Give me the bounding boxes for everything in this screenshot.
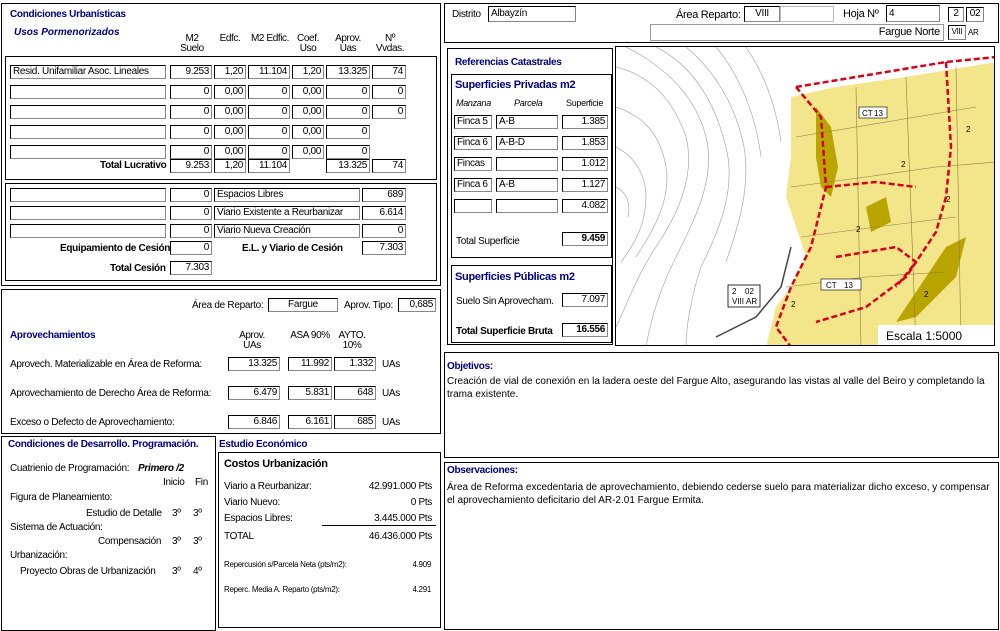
cat-manzana: Finca 5 <box>454 115 492 129</box>
aprov-col-uas: Aprov. UAs <box>239 330 265 351</box>
urbanizacion-label: Urbanización: <box>10 550 68 561</box>
col-header-m2-edif: M2 Edfic. <box>250 33 290 44</box>
cesion-value: 0 <box>170 206 212 220</box>
site-map <box>615 46 995 346</box>
uso-edfc-cell: 0,00 <box>214 125 246 139</box>
uso-coef-cell: 0,00 <box>292 145 324 159</box>
inicio-label: Inicio <box>163 477 185 488</box>
aprov-ayto-value: 685 <box>334 415 376 429</box>
map-drawing <box>616 47 995 346</box>
cat-manzana: Finca 6 <box>454 136 492 150</box>
privadas-title: Superficies Privadas m2 <box>455 79 576 91</box>
cat-parcela <box>496 199 558 213</box>
desarrollo-title: Condiciones de Desarrollo. Programación. <box>8 439 199 450</box>
uso-name-field: Resid. Unifamiliar Asoc. Lineales <box>10 65 166 79</box>
map-label-viii: VIII <box>732 297 745 306</box>
cesion-name-field <box>10 224 166 238</box>
uso-coef-cell: 0,00 <box>292 105 324 119</box>
suelo-sin-value: 7.097 <box>562 293 608 307</box>
map-label-2b: 2 <box>901 160 906 169</box>
equip-value: 0 <box>170 241 212 255</box>
cat-parcela <box>496 157 558 171</box>
objetivos-title: Objetivos: <box>447 361 493 372</box>
cat-parcela: A-B <box>496 115 558 129</box>
aprov-row-label: Aprovech. Materializable en Área de Reforma: <box>10 359 202 370</box>
aprov-col-ayto: AYTO. 10% <box>338 330 366 351</box>
costo-label: Viario Nuevo: <box>224 497 280 508</box>
uso-name-field <box>10 125 166 139</box>
costos-title: Costos Urbanización <box>224 458 328 470</box>
uso-edif-cell: 0 <box>248 85 290 99</box>
area-reparto-header-label: Área Reparto: <box>676 9 741 21</box>
aprov-row-label: Exceso o Defecto de Aprovechamiento: <box>10 417 175 428</box>
cat-superficie: 4.082 <box>562 199 608 213</box>
aprov-uas-value: 6.479 <box>228 386 280 400</box>
col-header-viviendas: Nº Vvdas. <box>375 33 405 54</box>
cat-superficie: 1.127 <box>562 178 608 192</box>
objetivos-panel <box>444 352 999 458</box>
cat-manzana: Fincas <box>454 157 492 171</box>
uso-edif-cell: 0 <box>248 105 290 119</box>
cuatrienio-label: Cuatrienio de Programación: <box>10 463 130 474</box>
cat-parcela: A-B-D <box>496 136 558 150</box>
aprov-asa-value: 11.992 <box>288 357 332 371</box>
col-header-m2: M2 Suelo <box>180 33 204 54</box>
col-superficie: Superficie <box>566 98 604 108</box>
header-blank-field <box>780 6 834 22</box>
cat-superficie: 1.853 <box>562 136 608 150</box>
sector-name: Fargue Norte <box>878 26 940 38</box>
map-label-13-2: 13 <box>844 281 853 290</box>
total-superficie-label: Total Superficie <box>456 236 520 247</box>
uso-aprov-cell: 0 <box>326 125 370 139</box>
cesion-label: Espacios Libres <box>214 188 360 202</box>
uso-aprov-cell: 13.325 <box>326 65 370 79</box>
observaciones-text: Área de Reforma excedentaria de aprovechamiento, debiendo cederse suelo para materializar dicho exceso, y compensar el aprovechamiento deficitario del AR-2.01 Fargue Ermita. <box>447 482 990 506</box>
uso-m2-cell: 0 <box>170 145 212 159</box>
bruta-value: 16.556 <box>562 323 608 337</box>
map-label-2f: 2 <box>946 195 951 204</box>
uso-vv-cell: 0 <box>372 85 406 99</box>
aprov-ayto-value: 648 <box>334 386 376 400</box>
estudio-inicio: 3º <box>172 508 181 519</box>
map-label-02: 02 <box>745 287 754 296</box>
proyecto-label: Proyecto Obras de Urbanización <box>20 566 156 577</box>
uso-vv-cell: 74 <box>372 65 406 79</box>
map-scale: Escala 1:5000 <box>886 329 963 343</box>
aprov-uas-value: 6.846 <box>228 415 280 429</box>
hoja-value: 4 <box>886 5 940 22</box>
uso-edif-cell: 0 <box>248 145 290 159</box>
total-lucrativo-label: Total Lucrativo <box>100 160 167 171</box>
cat-manzana <box>454 199 492 213</box>
cuatrienio-value: Primero /2 <box>138 463 184 474</box>
uso-edfc-cell: 0,00 <box>214 85 246 99</box>
estudio-fin: 3º <box>193 508 202 519</box>
aprov-tipo-value: 0,685 <box>398 298 436 312</box>
hoja-code-b: 02 <box>966 7 984 22</box>
uso-name-field <box>10 85 166 99</box>
costo-value: 0 Pts <box>410 497 432 508</box>
proy-fin: 4º <box>193 566 202 577</box>
publicas-title: Superficies Públicas m2 <box>455 271 575 283</box>
aprov-col-asa: ASA 90% <box>290 330 330 341</box>
sistema-label: Sistema de Actuación: <box>10 522 103 533</box>
uso-name-field <box>10 145 166 159</box>
cesion-right-value: 0 <box>362 224 406 238</box>
aprov-row-label: Aprovechamiento de Derecho Área de Reforma: <box>10 388 212 399</box>
el-viario-value: 7.303 <box>362 241 406 255</box>
map-label-2e: 2 <box>924 290 929 299</box>
repercusion-label: Repercusión s/Parcela Neta (pts/m2): <box>224 560 347 569</box>
objetivos-text: Creación de vial de conexión en la ladera oeste del Fargue Alto, asegurando las vistas al valle del Beiro y completando la trama existente. <box>447 376 985 400</box>
uso-edif-cell: 0 <box>248 125 290 139</box>
cesion-value: 0 <box>170 224 212 238</box>
costos-divider <box>322 525 436 526</box>
hoja-label: Hoja Nº <box>843 8 879 20</box>
aprovechamientos-title: Aprovechamientos <box>10 330 96 341</box>
uso-m2-cell: 0 <box>170 125 212 139</box>
uso-edfc-cell: 1,20 <box>214 65 246 79</box>
sector-code-a: VIII <box>948 25 966 40</box>
aprov-uas-value: 13.325 <box>228 357 280 371</box>
area-reparto-header-value: VIII <box>744 6 780 22</box>
usos-subtitle: Usos Pormenorizados <box>14 27 120 38</box>
media-label: Reperc. Media A. Reparto (pts/m2): <box>224 585 340 594</box>
total-edif: 11.104 <box>248 159 290 173</box>
total-vv: 74 <box>372 159 406 173</box>
uso-vv-cell: 0 <box>372 105 406 119</box>
equip-label: Equipamiento de Cesión <box>60 243 171 254</box>
uso-aprov-cell: 0 <box>326 85 370 99</box>
col-manzana: Manzana <box>456 98 491 108</box>
uso-aprov-cell: 0 <box>326 105 370 119</box>
aprov-unit: UAs <box>382 388 400 399</box>
uso-m2-cell: 0 <box>170 105 212 119</box>
total-cesion-label: Total Cesión <box>110 263 166 274</box>
hoja-code-a: 2 <box>948 7 964 22</box>
aprov-unit: UAs <box>382 417 400 428</box>
catastral-title: Referencias Catastrales <box>455 57 562 68</box>
costos-total-value: 46.436.000 Pts <box>368 531 432 542</box>
uso-coef-cell: 1,20 <box>292 65 324 79</box>
aprov-ayto-value: 1.332 <box>334 357 376 371</box>
cat-superficie: 1.385 <box>562 115 608 129</box>
estudio-label: Estudio de Detalle <box>86 508 162 519</box>
aprov-asa-value: 6.161 <box>288 415 332 429</box>
col-header-aprov: Aprov. Uas <box>335 33 361 54</box>
media-value: 4.291 <box>412 585 431 594</box>
uso-edif-cell: 11.104 <box>248 65 290 79</box>
uso-coef-cell: 0,00 <box>292 125 324 139</box>
repercusion-value: 4.909 <box>412 560 431 569</box>
cesion-name-field <box>10 188 166 202</box>
uso-m2-cell: 9.253 <box>170 65 212 79</box>
costo-value: 42.991.000 Pts <box>368 481 432 492</box>
total-aprov: 13.325 <box>326 159 370 173</box>
el-viario-label: E.L. y Viario de Cesión <box>242 243 343 254</box>
uso-m2-cell: 0 <box>170 85 212 99</box>
total-edfc: 1,20 <box>214 159 246 173</box>
observaciones-title: Observaciones: <box>447 465 518 476</box>
map-label-2d: 2 <box>791 300 796 309</box>
cesion-right-value: 6.614 <box>362 206 406 220</box>
aprov-tipo-label: Aprov. Tipo: <box>344 300 394 311</box>
uso-coef-cell: 0,00 <box>292 85 324 99</box>
cat-manzana: Finca 6 <box>454 178 492 192</box>
area-reparto-value: Fargue <box>268 298 338 312</box>
bruta-label: Total Superficie Bruta <box>456 326 553 337</box>
map-label-2a: 2 <box>966 125 971 134</box>
costo-label: Viario a Reurbanizar: <box>224 481 312 492</box>
comp-inicio: 3º <box>172 536 181 547</box>
figura-label: Figura de Planeamiento: <box>10 492 113 503</box>
cesion-name-field <box>10 206 166 220</box>
cesion-label: Viario Nueva Creación <box>214 224 360 238</box>
comp-fin: 3º <box>193 536 202 547</box>
uso-aprov-cell: 0 <box>326 145 370 159</box>
sector-code-b: AR <box>968 28 979 37</box>
cat-parcela: A-B <box>496 178 558 192</box>
economico-title: Estudio Económico <box>219 439 308 450</box>
area-reparto-label: Área de Reparto: <box>192 300 264 311</box>
uso-edfc-cell: 0,00 <box>214 105 246 119</box>
uso-name-field <box>10 105 166 119</box>
cesion-right-value: 689 <box>362 188 406 202</box>
urban-conditions-title: Condiciones Urbanísticas <box>10 9 126 20</box>
fin-label: Fin <box>195 477 208 488</box>
cesion-label: Viario Existente a Reurbanizar <box>214 206 360 220</box>
map-label-13: 13 <box>874 109 883 118</box>
col-header-coef: Coef. Uso <box>297 33 319 54</box>
col-parcela: Parcela <box>514 98 543 108</box>
total-cesion-value: 7.303 <box>170 261 212 275</box>
cat-superficie: 1.012 <box>562 157 608 171</box>
suelo-sin-label: Suelo Sin Aprovecham. <box>456 296 554 307</box>
distrito-label: Distrito <box>452 9 481 20</box>
map-label-ct: CT <box>862 109 873 118</box>
uso-edfc-cell: 0,00 <box>214 145 246 159</box>
total-superficie-value: 9.459 <box>562 232 608 246</box>
costos-total-label: TOTAL <box>224 531 254 542</box>
costo-value: 3.445.000 Pts <box>374 513 432 524</box>
costo-label: Espacios Libres: <box>224 513 293 524</box>
proy-inicio: 3º <box>172 566 181 577</box>
map-label-ar: AR <box>746 297 758 306</box>
map-label-2c: 2 <box>856 225 861 234</box>
map-label-ct-2: CT <box>826 281 837 290</box>
compensacion-label: Compensación <box>98 536 162 547</box>
map-label-2: 2 <box>732 287 737 296</box>
aprov-asa-value: 5.831 <box>288 386 332 400</box>
col-header-edfc: Edfc. <box>219 33 241 44</box>
cesion-value: 0 <box>170 188 212 202</box>
aprov-unit: UAs <box>382 359 400 370</box>
distrito-value: Albayzín <box>488 6 576 22</box>
total-m2: 9.253 <box>170 159 212 173</box>
